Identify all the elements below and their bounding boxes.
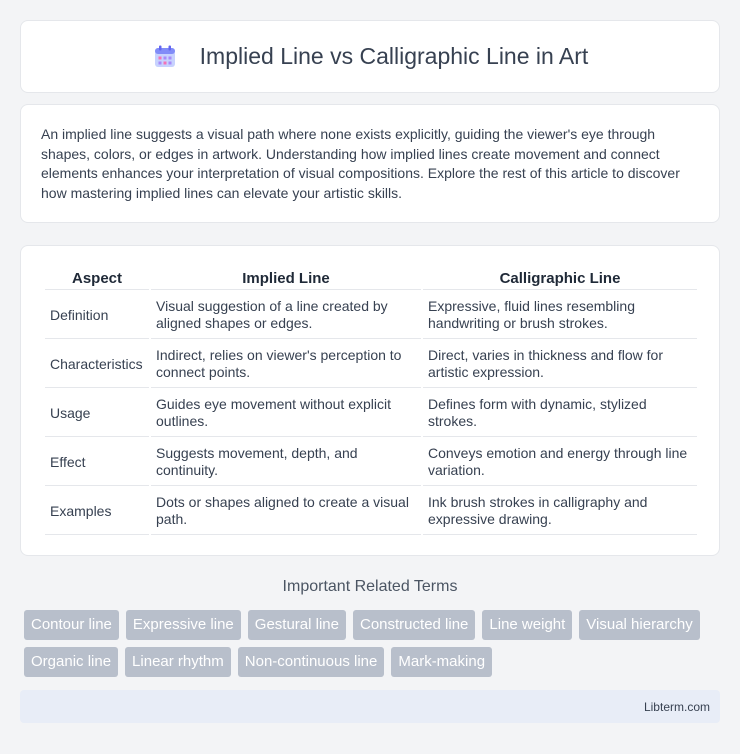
header-calligraphic-line: Calligraphic Line <box>423 266 697 290</box>
row-aspect: Definition <box>45 292 149 339</box>
table-row <box>45 488 697 535</box>
row-implied: Indirect, relies on viewer's perception to connect points. <box>151 341 421 388</box>
footer <box>20 690 720 723</box>
tag-constructed-line[interactable]: Constructed line <box>353 610 475 640</box>
row-aspect: Effect <box>45 439 149 486</box>
related-terms-tags <box>24 610 724 677</box>
row-calligraphic: Ink brush strokes in calligraphy and expressive drawing. <box>423 488 697 535</box>
row-implied: Visual suggestion of a line created by aligned shapes or edges. <box>151 292 421 339</box>
comparison-card <box>20 245 720 556</box>
tag-visual-hierarchy[interactable]: Visual hierarchy <box>579 610 699 640</box>
row-aspect: Examples <box>45 488 149 535</box>
tag-mark-making[interactable]: Mark-making <box>391 647 492 677</box>
row-aspect: Characteristics <box>45 341 149 388</box>
header-implied-line: Implied Line <box>151 266 421 290</box>
row-calligraphic: Conveys emotion and energy through line variation. <box>423 439 697 486</box>
tag-gestural-line[interactable]: Gestural line <box>248 610 346 640</box>
tag-contour-line[interactable]: Contour line <box>24 610 119 640</box>
table-row <box>45 390 697 437</box>
title-card <box>20 20 720 93</box>
row-calligraphic: Defines form with dynamic, stylized strokes. <box>423 390 697 437</box>
tag-linear-rhythm[interactable]: Linear rhythm <box>125 647 231 677</box>
calendar-icon <box>152 44 178 70</box>
row-calligraphic: Expressive, fluid lines resembling handwriting or brush strokes. <box>423 292 697 339</box>
tag-non-continuous-line[interactable]: Non-continuous line <box>238 647 385 677</box>
intro-text: An implied line suggests a visual path where none exists explicitly, guiding the viewer's eye through shapes, colors, or edges in artwork. Understanding how implied lines create movement and connect elements enhances your interpretation of visual compositions. Explore the rest of this article to discover how mastering implied lines can elevate your artistic skills. <box>41 126 680 201</box>
row-implied: Guides eye movement without explicit outlines. <box>151 390 421 437</box>
header-aspect: Aspect <box>45 266 149 290</box>
tag-line-weight[interactable]: Line weight <box>482 610 572 640</box>
table-row <box>45 341 697 388</box>
related-terms-title: Important Related Terms <box>282 578 458 595</box>
page-title: Implied Line vs Calligraphic Line in Art <box>199 43 589 69</box>
tag-organic-line[interactable]: Organic line <box>24 647 118 677</box>
intro-card <box>20 104 720 223</box>
table-row <box>45 292 697 339</box>
comparison-table <box>43 264 699 537</box>
row-implied: Dots or shapes aligned to create a visual path. <box>151 488 421 535</box>
table-header-row <box>45 266 697 290</box>
row-implied: Suggests movement, depth, and continuity. <box>151 439 421 486</box>
table-row <box>45 439 697 486</box>
row-aspect: Usage <box>45 390 149 437</box>
footer-site-link[interactable]: Libterm.com <box>643 699 710 714</box>
tag-expressive-line[interactable]: Expressive line <box>126 610 241 640</box>
row-calligraphic: Direct, varies in thickness and flow for artistic expression. <box>423 341 697 388</box>
